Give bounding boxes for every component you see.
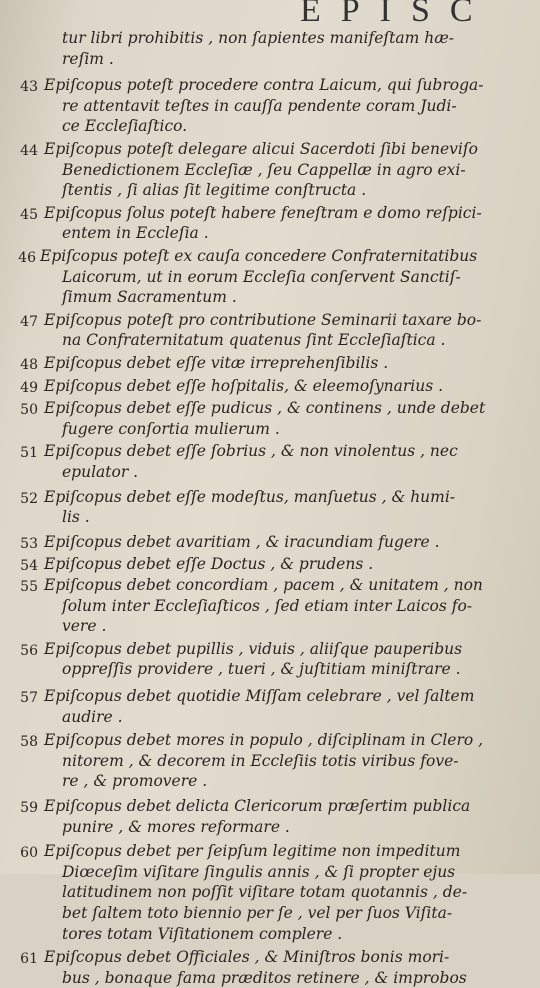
entry-text-line: ſolum inter Eccleſiaſticos , ſed etiam inter Laicos fo-: [62, 596, 473, 615]
entry-text-line: reſim .: [62, 49, 114, 68]
entry-number: 50: [20, 402, 38, 419]
entry-text-line: Epiſcopus poteſt pro contributione Seminarii taxare bo-: [44, 310, 482, 329]
entry-number: 46: [18, 250, 36, 266]
entry-number: 53: [20, 535, 38, 552]
entry-text-line: latitudinem non poſſit viſitare totam quotannis , de-: [62, 883, 468, 902]
entry-text-line: bet ſaltem toto biennio per ſe , vel per ſuos Viſita-: [62, 903, 453, 922]
entry-text-line: Epiſcopus debet Officiales , & Miniſtros bonis mori-: [44, 948, 450, 967]
entry-text-line: audire .: [62, 707, 123, 726]
entry-text-line: Epiſcopus ſolus poteſt habere feneſtram e domo reſpici-: [44, 203, 482, 222]
entry-number: 43: [20, 79, 38, 96]
entry-number: 55: [20, 579, 38, 595]
entry-number: 47: [20, 313, 38, 330]
entry-number: 54: [20, 558, 38, 575]
entry-text-line: ce Eccleſiaſtico.: [62, 117, 188, 136]
entry-text-line: punire , & mores reformare .: [62, 817, 290, 836]
entry-text-line: na Confraternitatum quatenus ſint Eccleſiaſtica .: [62, 331, 446, 350]
entry-number: 45: [20, 206, 38, 223]
entry-text-line: Laicorum, ut in eorum Eccleſia conſervent Sanctiſ-: [62, 267, 461, 286]
entry-number: 44: [20, 143, 38, 159]
entry-text-line: tores totam Viſitationem complere .: [62, 924, 343, 943]
entry-text-line: Epiſcopus debet per ſeipſum legitime non impeditum: [44, 842, 461, 861]
entry-text-line: tur libri prohibitis , non ſapientes manifeſtam hæ-: [62, 29, 455, 47]
entry-text-line: Epiſcopus debet eſſe vitæ irreprehenſibilis .: [44, 354, 389, 372]
entry-text-line: nitorem , & decorem in Eccleſiis totis viribus fove-: [62, 751, 459, 770]
entry-text-line: vere .: [62, 617, 107, 636]
entry-number: 56: [20, 642, 38, 659]
running-header: EPISC: [300, 0, 493, 29]
entry-text-line: entem in Eccleſia .: [62, 224, 209, 243]
entry-text-line: re , & promovere .: [62, 772, 208, 791]
entry-text-line: Epiſcopus debet eſſe Doctus , & prudens .: [44, 555, 374, 574]
entry-text-line: epulator .: [62, 462, 139, 481]
entry-text-line: Diœceſim viſitare ſingulis annis , & ſi propter ejus: [62, 862, 456, 881]
entry-number: 61: [20, 951, 38, 968]
entry-text-line: ſtentis , ſi alias ſit legitime conſtructa .: [62, 181, 367, 200]
entry-number: 60: [20, 845, 38, 862]
entry-text-line: Epiſcopus poteſt ex cauſa concedere Confraternitatibus: [40, 247, 478, 265]
entry-number: 57: [20, 690, 38, 706]
entry-number: 51: [20, 445, 38, 462]
entry-text-line: Epiſcopus debet quotidie Miſſam celebrare , vel ſaltem: [44, 687, 475, 705]
entry-text-line: fugere conſortia mulierum .: [62, 419, 280, 438]
entry-text-line: Epiſcopus debet delicta Clericorum præſertim publica: [44, 797, 471, 815]
entry-number: 49: [20, 379, 38, 396]
entry-number: 58: [20, 734, 38, 751]
entry-text-line: Epiſcopus debet concordiam , pacem , & unitatem , non: [44, 576, 483, 594]
entry-text-line: Epiſcopus debet avaritiam , & iracundiam fugere .: [44, 532, 440, 551]
entry-text-line: Benedictionem Eccleſiæ , ſeu Cappellæ in agro exi-: [62, 160, 466, 179]
entry-number: 48: [20, 357, 38, 373]
entry-text-line: Epiſcopus debet eſſe modeſtus, manſuetus , & humi-: [44, 487, 456, 506]
entry-text-line: Epiſcopus debet eſſe hoſpitalis, & eleemoſynarius .: [44, 376, 444, 395]
entry-number: 59: [20, 800, 38, 816]
entry-text-line: Epiſcopus debet eſſe pudicus , & continens , unde debet: [44, 399, 486, 418]
entry-text-line: bus , bonaque fama præditos retinere , & improbos: [62, 968, 467, 987]
entry-text-line: Epiſcopus poteſt procedere contra Laicum, qui ſubroga-: [44, 76, 484, 95]
entry-number: 52: [20, 490, 38, 507]
entry-text-line: Epiſcopus debet mores in populo , diſciplinam in Clero ,: [44, 731, 484, 750]
entry-text-line: lis .: [62, 508, 90, 527]
entry-text-line: Epiſcopus debet eſſe ſobrius , & non vinolentus , nec: [44, 442, 458, 461]
entry-text-line: Epiſcopus poteſt delegare alicui Sacerdoti ſibi beneviſo: [44, 140, 478, 158]
entry-text-line: oppreſſis providere , tueri , & juſtitiam miniſtrare .: [62, 660, 461, 679]
entry-text-line: ſimum Sacramentum .: [62, 288, 237, 307]
entry-text-line: Epiſcopus debet pupillis , viduis , aliiſque pauperibus: [44, 639, 463, 658]
entry-text-line: re attentavit teſtes in cauſſa pendente coram Judi-: [62, 96, 457, 115]
